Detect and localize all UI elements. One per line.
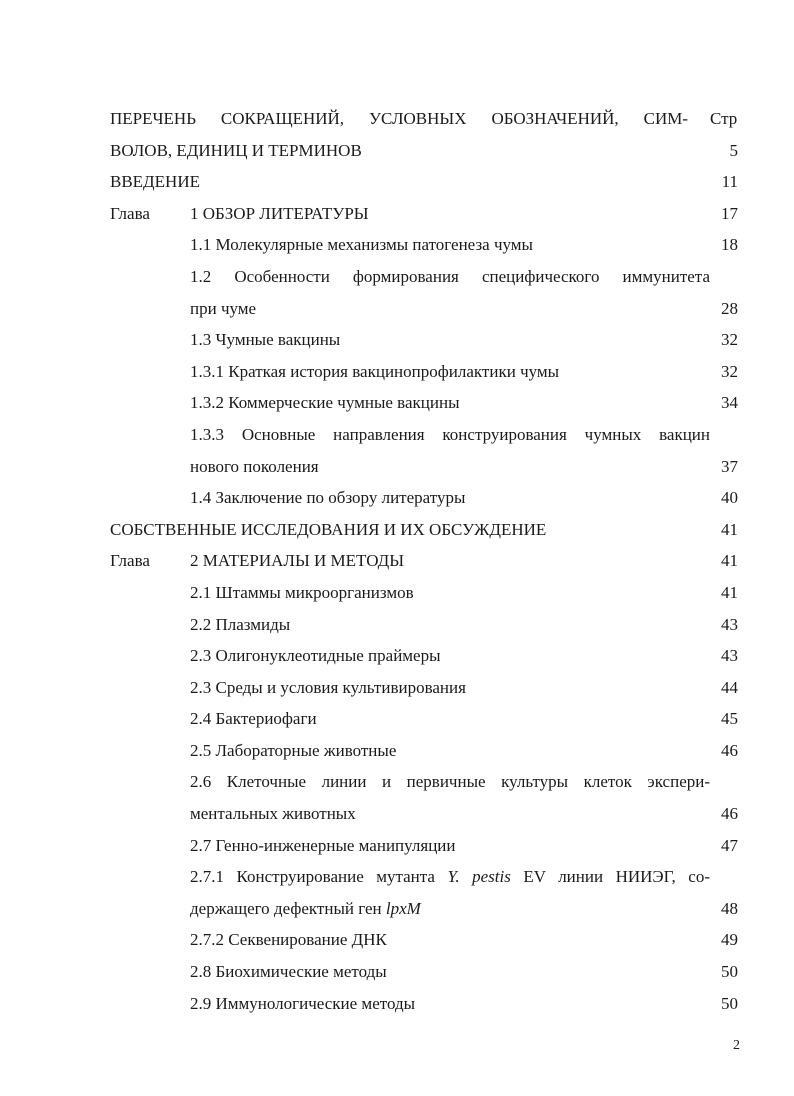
- toc-page-number: 46: [721, 740, 738, 760]
- toc-entry: [0, 640, 794, 672]
- toc-entry: [0, 166, 794, 198]
- toc-entry-text: нового поколения: [190, 456, 319, 476]
- toc-page-number: 49: [721, 930, 738, 950]
- toc-entry: [0, 924, 794, 956]
- toc-entry-text: 1.3.1 Краткая история вакцинопрофилактики чумы: [190, 361, 560, 381]
- toc-page-number: 37: [721, 456, 738, 476]
- toc-entry-text: 2.4 Бактериофаги: [190, 709, 317, 729]
- toc-entry: [0, 198, 794, 230]
- toc-entry-text: 2.3 Среды и условия культивирования: [190, 677, 466, 697]
- toc-page-number: 43: [721, 614, 738, 634]
- toc-entry-text: 1.3.2 Коммерческие чумные вакцины: [190, 393, 460, 413]
- toc-entry-text: 1.3.3 Основные направления конструирования чумных вакцин: [190, 424, 710, 444]
- toc-entry-text: ПЕРЕЧЕНЬ СОКРАЩЕНИЙ, УСЛОВНЫХ ОБОЗНАЧЕНИЙ, СИМ-: [110, 109, 688, 128]
- toc-entry-text: 2.7 Генно-инженерные манипуляции: [190, 835, 456, 855]
- toc-entry: [0, 577, 794, 609]
- toc-page-number: 50: [721, 962, 738, 982]
- toc-page-header: Стр: [710, 109, 738, 128]
- toc-page-number: 32: [721, 330, 738, 350]
- toc-entry-text: 2.2 Плазмиды: [190, 614, 291, 634]
- toc-page-number: 34: [721, 393, 738, 413]
- toc-entry: [0, 766, 794, 798]
- toc-entry: [0, 103, 794, 135]
- toc-entry-text: 1.2 Особенности формирования специфического иммунитета: [190, 266, 710, 286]
- toc-entry-text: 1.4 Заключение по обзору литературы: [190, 488, 466, 508]
- toc-text-part: EV линии НИИЭГ, со-: [510, 867, 710, 887]
- table-of-contents: [0, 103, 794, 1019]
- toc-entry: [0, 735, 794, 767]
- toc-page-number: 17: [721, 203, 738, 223]
- toc-text-part: 2.7.1 Конструирование мутанта: [190, 867, 448, 887]
- toc-entry: [0, 482, 794, 514]
- toc-page-number: 47: [721, 835, 738, 855]
- toc-page-number: 43: [721, 646, 738, 666]
- toc-page-number: 11: [721, 172, 738, 192]
- toc-page-number: 46: [721, 804, 738, 824]
- toc-entry-text: ВВЕДЕНИЕ: [110, 172, 200, 192]
- toc-page-number: 41: [721, 582, 738, 602]
- gene-name: lpxM: [385, 898, 421, 918]
- toc-entry-text: 2.6 Клеточные линии и первичные культуры клеток экспери-: [190, 772, 710, 792]
- toc-entry-text: [190, 893, 710, 925]
- toc-page-number: 28: [721, 298, 738, 318]
- toc-entry: [0, 135, 794, 167]
- toc-entry: [0, 893, 794, 925]
- toc-entry-text: 2.7.2 Секвенирование ДНК: [190, 930, 387, 950]
- toc-entry-text: 2.1 Штаммы микроорганизмов: [190, 582, 414, 602]
- toc-entry: [0, 861, 794, 893]
- toc-entry: [0, 830, 794, 862]
- toc-entry: [0, 609, 794, 641]
- toc-entry: [0, 261, 794, 293]
- chapter-label: Глава: [110, 203, 150, 223]
- toc-entry: [0, 988, 794, 1020]
- toc-page-number: 50: [721, 993, 738, 1013]
- toc-entry: [0, 451, 794, 483]
- toc-entry-text: 1.1 Молекулярные механизмы патогенеза чумы: [190, 235, 533, 255]
- toc-entry-text: [190, 861, 710, 893]
- chapter-label: Глава: [110, 551, 150, 571]
- toc-entry: [0, 387, 794, 419]
- toc-entry-text: 2.3 Олигонуклеотидные праймеры: [190, 646, 441, 666]
- toc-page-number: 48: [721, 898, 738, 918]
- toc-entry: [0, 324, 794, 356]
- toc-entry: [0, 514, 794, 546]
- toc-page-number: 32: [721, 361, 738, 381]
- toc-entry: [0, 672, 794, 704]
- toc-entry: [0, 229, 794, 261]
- toc-entry-text: при чуме: [190, 298, 257, 318]
- species-name: Y. pestis: [447, 867, 511, 887]
- toc-entry-text: СОБСТВЕННЫЕ ИССЛЕДОВАНИЯ И ИХ ОБСУЖДЕНИЕ: [110, 519, 547, 539]
- toc-entry: [0, 703, 794, 735]
- toc-entry-text: ВОЛОВ, ЕДИНИЦ И ТЕРМИНОВ: [110, 140, 362, 160]
- page-number: 2: [733, 1038, 740, 1053]
- toc-entry-text: 1.3 Чумные вакцины: [190, 330, 341, 350]
- toc-entry-text: ментальных животных: [190, 804, 356, 824]
- toc-entry-text: 2.5 Лабораторные животные: [190, 740, 397, 760]
- toc-entry: [0, 956, 794, 988]
- toc-entry: [0, 356, 794, 388]
- toc-page-number: 44: [721, 677, 738, 697]
- toc-page-number: 41: [721, 519, 738, 539]
- toc-text-part: держащего дефектный ген: [190, 898, 386, 918]
- toc-entry-text: 1 ОБЗОР ЛИТЕРАТУРЫ: [190, 203, 369, 223]
- toc-entry-text: 2.8 Биохимические методы: [190, 962, 387, 982]
- toc-entry: [0, 545, 794, 577]
- toc-page-number: 5: [729, 140, 738, 160]
- toc-entry-text: 2 МАТЕРИАЛЫ И МЕТОДЫ: [190, 551, 405, 571]
- toc-page-number: 18: [721, 235, 738, 255]
- toc-page-number: 41: [721, 551, 738, 571]
- toc-page-number: 40: [721, 488, 738, 508]
- toc-entry-text: 2.9 Иммунологические методы: [190, 993, 416, 1013]
- toc-entry: [0, 419, 794, 451]
- toc-page-number: 45: [721, 709, 738, 729]
- toc-entry: [0, 798, 794, 830]
- toc-entry: [0, 293, 794, 325]
